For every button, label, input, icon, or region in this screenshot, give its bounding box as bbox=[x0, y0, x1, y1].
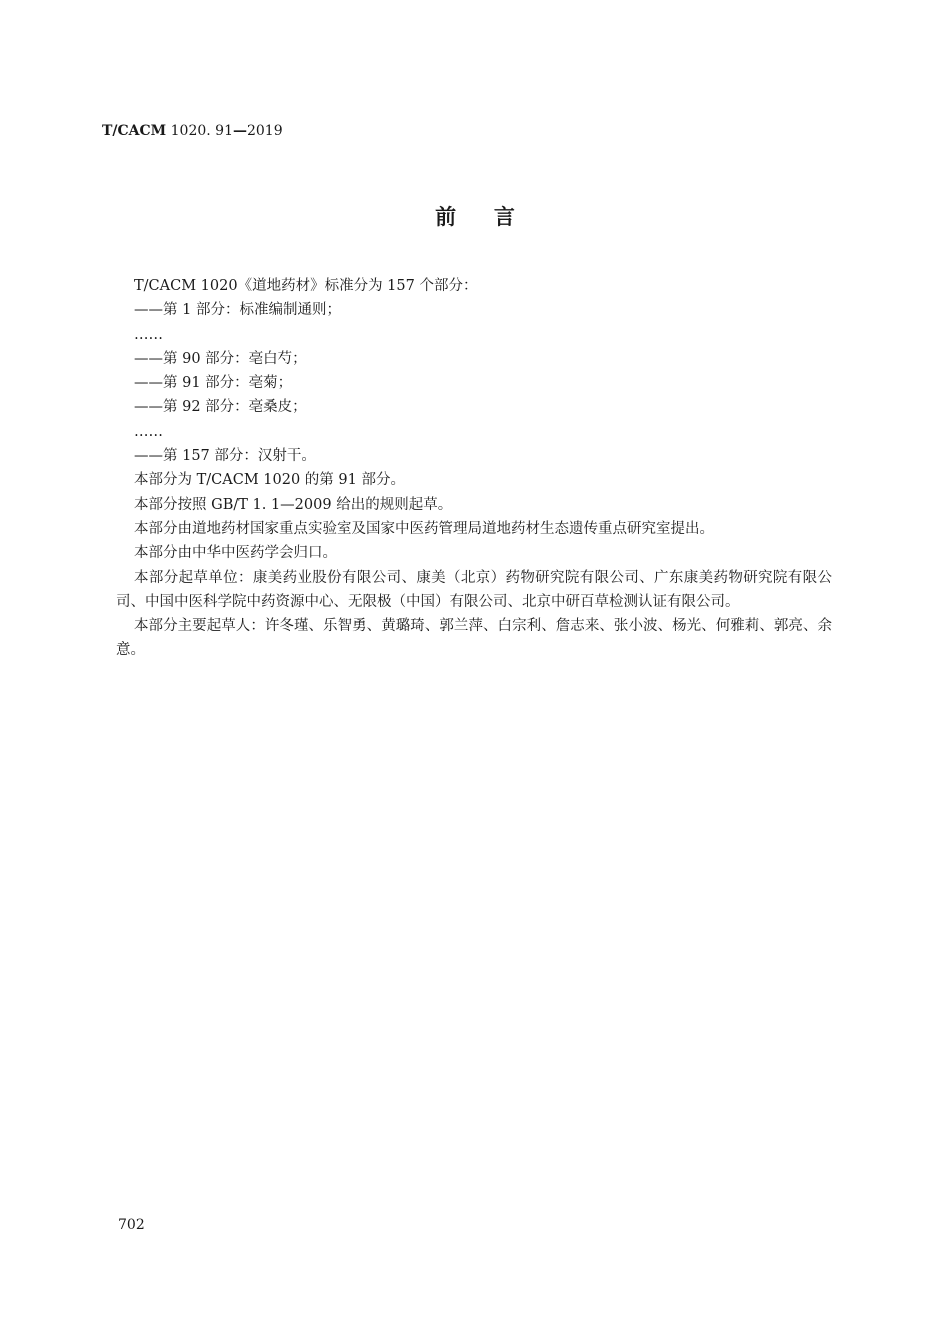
part-list-item: ——第 157 部分：汉射干。 bbox=[134, 448, 316, 465]
statement-line: 本部分由中华中医药学会归口。 bbox=[134, 545, 337, 562]
statement-line: 本部分为 T/CACM 1020 的第 91 部分。 bbox=[134, 472, 405, 489]
foreword-body bbox=[116, 274, 832, 663]
ellipsis-line: …… bbox=[134, 326, 163, 343]
part-list-item: ——第 92 部分：亳桑皮； bbox=[134, 399, 307, 416]
part-list-item: ——第 1 部分：标准编制通则； bbox=[134, 302, 341, 319]
statement-line: 本部分由道地药材国家重点实验室及国家中医药管理局道地药材生态遗传重点研究室提出。 bbox=[134, 520, 714, 537]
part-list-item: ——第 91 部分：亳菊； bbox=[134, 375, 293, 392]
drafting-units-paragraph: 本部分起草单位：康美药业股份有限公司、康美（北京）药物研究院有限公司、广东康美药物研究院有限公司、中国中医科学院中药资源中心、无限极（中国）有限公司、北京中研百草检测认证有限公司。 bbox=[116, 569, 832, 610]
drafters-paragraph: 本部分主要起草人：许冬瑾、乐智勇、黄璐琦、郭兰萍、白宗利、詹志来、张小波、杨光、何雅莉、郭亮、余意。 bbox=[116, 618, 832, 659]
ellipsis-line: …… bbox=[134, 423, 163, 440]
statement-line: 本部分按照 GB/T 1. 1—2009 给出的规则起草。 bbox=[134, 496, 453, 513]
standard-code bbox=[102, 122, 283, 140]
intro-line: T/CACM 1020《道地药材》标准分为 157 个部分： bbox=[134, 278, 478, 294]
standard-code-prefix: T/CACM bbox=[102, 123, 167, 139]
standard-code-number: 1020. 91 bbox=[166, 123, 233, 139]
page-title: 前言 bbox=[435, 205, 553, 229]
page-number: 702 bbox=[118, 1217, 145, 1233]
part-list-item: ——第 90 部分：亳白芍； bbox=[134, 350, 307, 367]
standard-code-year: 2019 bbox=[246, 123, 283, 139]
standard-code-dash: — bbox=[232, 123, 247, 139]
